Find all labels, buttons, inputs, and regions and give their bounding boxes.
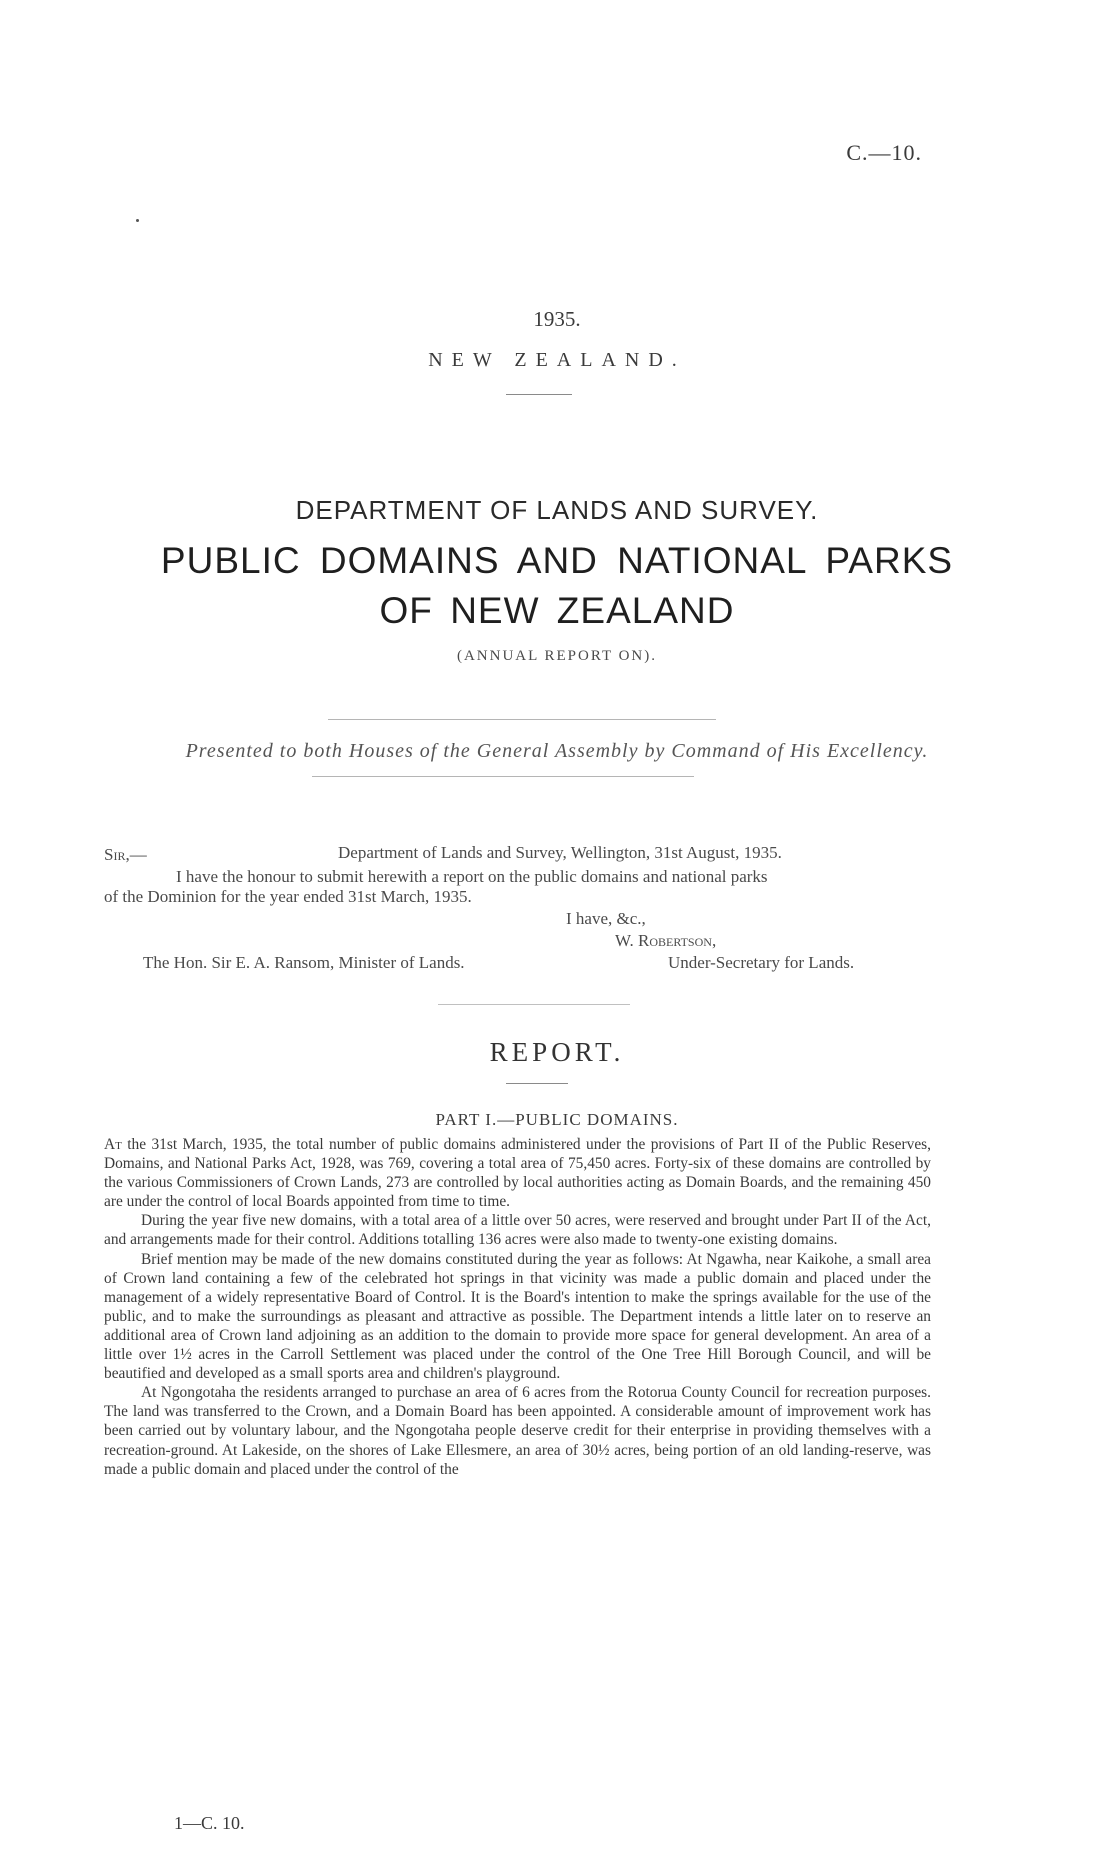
- signatory: W. Robertson,: [615, 931, 717, 950]
- divider-rule: [506, 1083, 568, 1084]
- country: NEW ZEALAND.: [428, 349, 686, 371]
- divider-rule: [328, 719, 716, 720]
- paragraph: Brief mention may be made of the new domains constituted during the year as follows: At Ngawha, near Kaikohe, a small area of Crown land containing a few of the celebrated hot springs in that vicinity was made a public domain and placed under the management of a widely representative Board of Control. It is the Board's intention to make the springs available for the use of the public, and to make the surroundings as pleasant and attractive as possible. The Department intends a little later on to reserve an additional area of Crown land adjoining as an addition to the domain to provide more space for general development. An area of a little over 1½ acres in the Carroll Settlement was placed under the control of the One Tree Hill Borough Council, and will be beautified and developed as a small sports area and children's playground.: [104, 1250, 931, 1383]
- signatory-title: Under-Secretary for Lands.: [668, 953, 855, 972]
- stray-mark: [136, 219, 139, 222]
- paragraph: [104, 1135, 931, 1211]
- part-heading: PART I.—PUBLIC DOMAINS.: [435, 1110, 679, 1129]
- letter-closing: I have, &c.,: [566, 909, 646, 928]
- report-body: [104, 1135, 931, 1479]
- letter-address-date: Department of Lands and Survey, Wellington, 31st August, 1935.: [338, 843, 782, 862]
- year: 1935.: [533, 307, 581, 331]
- letter-body-line2: of the Dominion for the year ended 31st March, 1935.: [104, 887, 472, 906]
- divider-rule: [506, 394, 572, 395]
- report-heading: REPORT.: [489, 1037, 625, 1067]
- paragraph: At Ngongotaha the residents arranged to purchase an area of 6 acres from the Rotorua County Council for recreation purposes. The land was transferred to the Crown, and a Domain Board has been appointed. A considerable amount of improvement work has been carried out by voluntary labour, and the Ngongotaha people deserve credit for their enterprise in providing themselves with a recreation-ground. At Lakeside, on the shores of Lake Ellesmere, an area of 30½ acres, being portion of an old landing-reserve, was made a public domain and placed under the control of the: [104, 1384, 931, 1478]
- report-title-line2: OF NEW ZEALAND: [379, 590, 735, 631]
- salutation: Sir,—: [104, 845, 147, 864]
- report-subtitle: (ANNUAL REPORT ON).: [456, 648, 657, 664]
- department-heading: DEPARTMENT OF LANDS AND SURVEY.: [295, 495, 819, 525]
- addressee: The Hon. Sir E. A. Ransom, Minister of Lands.: [143, 953, 465, 972]
- divider-rule: [438, 1004, 630, 1005]
- document-reference: C.—10.: [846, 140, 922, 165]
- letter-body-line1: I have the honour to submit herewith a report on the public domains and national parks: [176, 867, 768, 886]
- divider-rule: [312, 776, 694, 777]
- presented-line: Presented to both Houses of the General Assembly by Command of His Excellency.: [185, 740, 929, 762]
- paragraph: During the year five new domains, with a total area of a little over 50 acres, were reserved and brought under Part II of the Act, and arrangements made for their control. Additions totalling 136 acres were also made to twenty-one existing domains.: [104, 1212, 931, 1249]
- paragraph-text: the 31st March, 1935, the total number of public domains administered under the provisions of Part II of the Public Reserves, Domains, and National Parks Act, 1928, was 769, covering a total area of 75,450 acres. Forty-six of these domains are controlled by the various Commissioners of Crown Lands, 273 are controlled by local authorities acting as Domain Boards, and the remaining 450 are under the control of local Boards appointed from time to time.: [104, 1136, 931, 1211]
- paragraph-lead: At: [104, 1136, 122, 1153]
- report-title-line1: PUBLIC DOMAINS AND NATIONAL PARKS: [160, 540, 954, 581]
- sheet-signature: 1—C. 10.: [174, 1813, 245, 1833]
